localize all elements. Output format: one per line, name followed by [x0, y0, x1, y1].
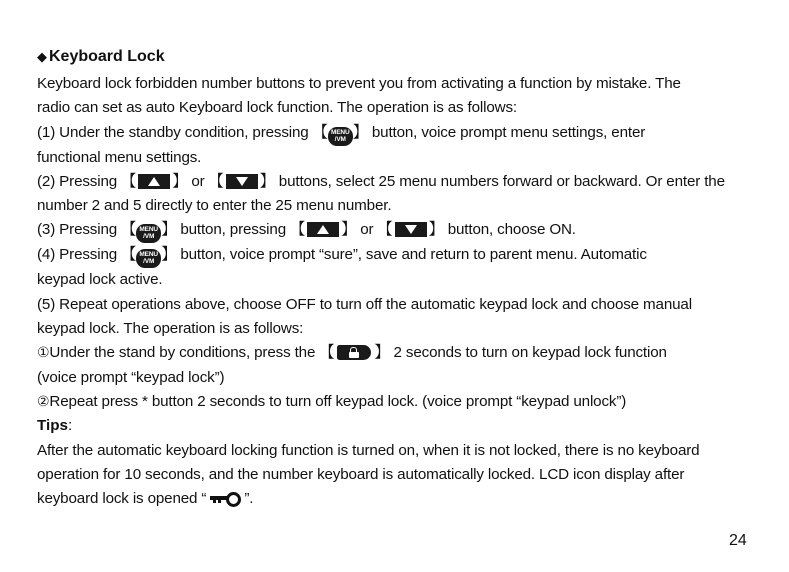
diamond-bullet-icon: ◆	[37, 49, 47, 64]
step-1-line-2: functional menu settings.	[37, 148, 202, 166]
bracket-close: 】	[428, 221, 444, 239]
bracket-open: 【	[121, 172, 137, 190]
vm-key-label: /VM	[143, 233, 155, 241]
tips-text-c: keyboard lock is opened	[37, 490, 198, 508]
down-arrow-key-icon	[395, 222, 427, 237]
step-2-or: or	[191, 172, 205, 190]
quote-close: ”.	[244, 490, 254, 508]
bracket-close: 】	[374, 344, 390, 362]
bracket-open: 【	[121, 246, 137, 264]
sub-step-2-text: Repeat press * button 2 seconds to turn off keypad lock. (voice prompt “keypad unlock”)	[49, 392, 627, 410]
menu-vm-key-icon	[136, 249, 161, 268]
bracket-open: 【	[208, 172, 224, 190]
bracket-close: 】	[259, 172, 275, 190]
section-title	[37, 46, 757, 68]
section-title-text: Keyboard Lock	[49, 48, 165, 65]
tips-line-3	[37, 487, 757, 511]
step-2	[37, 170, 757, 219]
step-4-line-2: keypad lock active.	[37, 271, 163, 289]
tips-line-2: operation for 10 seconds, and the number keyboard is automatically locked. LCD icon display after	[37, 465, 685, 483]
up-arrow-key-icon	[307, 222, 339, 237]
bracket-open: 【	[290, 221, 306, 239]
step-1-text-a: (1) Under the standby condition, pressing	[37, 123, 309, 141]
circled-number-1: ①	[37, 345, 50, 362]
step-3-line-1	[37, 218, 757, 243]
menu-key-label: MENU	[139, 226, 158, 234]
page-number: 24	[729, 532, 747, 549]
bracket-open: 【	[377, 221, 393, 239]
intro-line-2: radio can set as auto Keyboard lock function. The operation is as follows:	[37, 99, 517, 117]
step-5-line-2: keypad lock. The operation is as follows:	[37, 320, 304, 338]
sub-step-1-line-1	[37, 341, 757, 365]
step-2-line-1	[37, 170, 757, 194]
menu-vm-key-icon	[328, 127, 353, 146]
step-4-text-b: button, voice prompt “sure”, save and return to parent menu. Automatic	[180, 246, 647, 264]
bracket-close: 】	[161, 221, 177, 239]
lock-key-icon	[337, 345, 371, 360]
sub-step-1	[37, 341, 757, 390]
bracket-open: 【	[121, 221, 137, 239]
step-2-text-b: buttons, select 25 menu numbers forward or backward. Or enter the	[278, 172, 725, 190]
step-3-text-a: (3) Pressing	[37, 221, 118, 239]
tips-colon: :	[67, 417, 73, 435]
step-2-text-a: (2) Pressing	[37, 172, 118, 190]
intro-paragraph	[37, 72, 757, 121]
bracket-close: 】	[341, 221, 357, 239]
step-1-line-1	[37, 121, 757, 146]
step-1	[37, 121, 757, 170]
vm-key-label: /VM	[334, 135, 346, 143]
step-3	[37, 218, 757, 243]
menu-vm-key-icon	[136, 224, 161, 243]
bracket-open: 【	[312, 123, 328, 141]
sub-step-1-text-a: Under the stand by conditions, press the	[49, 344, 316, 362]
circled-number-2: ②	[37, 393, 50, 410]
bracket-close: 】	[161, 246, 177, 264]
manual-page	[37, 46, 757, 511]
sub-step-1-text-b: 2 seconds to turn on keypad lock function	[393, 344, 667, 362]
step-2-line-2: number 2 and 5 directly to enter the 25 menu number.	[37, 197, 392, 215]
bracket-open: 【	[319, 344, 335, 362]
step-3-text-c: button, choose ON.	[447, 221, 576, 239]
bracket-close: 】	[172, 172, 188, 190]
sub-step-2	[37, 390, 757, 414]
sub-step-2-line-1	[37, 390, 757, 414]
step-4-text-a: (4) Pressing	[37, 246, 118, 264]
intro-line-1: Keyboard lock forbidden number buttons to prevent you from activating a function by mistake. The	[37, 75, 681, 92]
menu-key-label: MENU	[139, 251, 158, 259]
step-5-line-1: (5) Repeat operations above, choose OFF to turn off the automatic keypad lock and choose manual	[37, 295, 692, 313]
tips-label: Tips	[37, 417, 68, 435]
bracket-close: 】	[352, 123, 368, 141]
step-3-text-b: button, pressing	[180, 221, 286, 239]
tips-paragraph	[37, 439, 757, 512]
sub-step-1-line-2: (voice prompt “keypad lock”)	[37, 368, 225, 386]
step-5	[37, 293, 757, 342]
step-1-text-b: button, voice prompt menu settings, enter	[371, 123, 646, 141]
step-3-or: or	[360, 221, 374, 239]
key-icon	[210, 492, 240, 504]
tips-line-1: After the automatic keyboard locking function is turned on, when it is not locked, there is no keyboard	[37, 441, 700, 459]
step-4-line-1	[37, 243, 757, 268]
step-4	[37, 243, 757, 292]
quote-open: “	[201, 490, 207, 508]
tips-heading	[37, 414, 757, 438]
vm-key-label: /VM	[143, 258, 155, 266]
up-arrow-key-icon	[138, 174, 170, 189]
down-arrow-key-icon	[226, 174, 258, 189]
menu-key-label: MENU	[330, 128, 350, 136]
